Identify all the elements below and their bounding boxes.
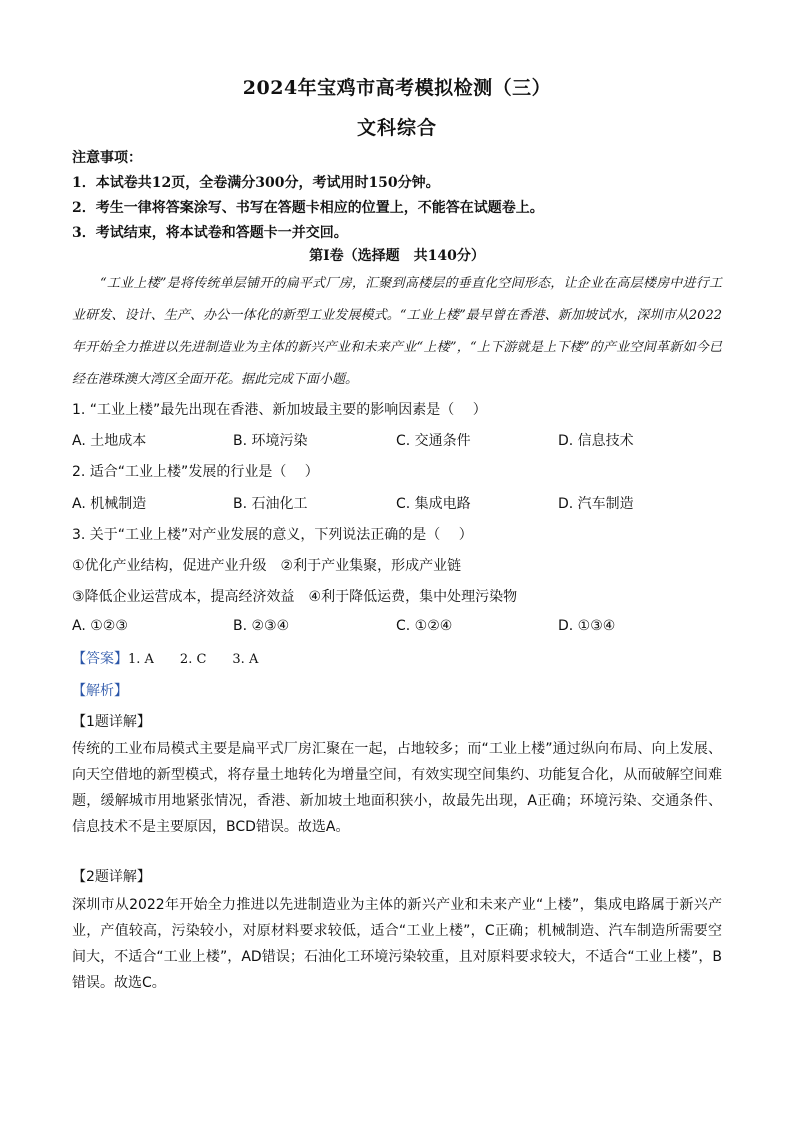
section-title: 第Ⅰ卷（选择题 共140分） (309, 248, 485, 264)
notice-heading: 注意事项： (72, 150, 142, 166)
statement-line: ③降低企业运营成本，提高经济效益 ④利于降低运费，集中处理污染物 (72, 589, 518, 605)
question-stem: 1. “工业上楼”最先出现在香港、新加坡最主要的影响因素是（ ） (72, 402, 487, 418)
answer-line (72, 648, 258, 668)
analysis-label: 【解析】 (72, 683, 128, 699)
statement-line: ①优化产业结构，促进产业升级 ②利于产业集聚，形成产业链 (72, 558, 462, 574)
page-title: 2024年宝鸡市高考模拟检测（三） (242, 77, 552, 99)
notice-item: 2．考生一律将答案涂写、书写在答题卡相应的位置上，不能答在试题卷上。 (72, 200, 544, 216)
option-a: A. ①②③ (72, 618, 128, 634)
option-d: D. 汽车制造 (558, 496, 634, 512)
option-a: A. 机械制造 (72, 496, 147, 512)
q2-analysis-text: 深圳市从2022年开始全力推进以先进制造业为主体的新兴产业和未来产业“上楼”，集成电路属于新兴产业，产值较高，污染较小，对原材料要求较低，适合“工业上楼”，C正确；机械制造、汽车制造所需要空间大，不适合“工业上楼”，AD错误；石油化工环境污染较重，且对原料要求较大，不适合“工业上楼”，B错误。故选C。 (72, 897, 722, 991)
answer-label: 【答案】 (72, 651, 128, 667)
q1-analysis-text: 传统的工业布局模式主要是扁平式厂房汇聚在一起，占地较多；而“工业上楼”通过纵向布局、向上发展、向天空借地的新型模式，将存量土地转化为增量空间，有效实现空间集约、功能复合化，从而破解空间难题，缓解城市用地紧张情况，香港、新加坡土地面积狭小，故最先出现，A正确；环境污染、交通条件、信息技术不是主要原因，BCD错误。故选A。 (72, 741, 722, 835)
q1-analysis-heading: 【1题详解】 (72, 714, 151, 730)
option-b: B. 石油化工 (233, 496, 308, 512)
answer-text: 1. A 2. C 3. A (128, 652, 259, 667)
question-stem: 2. 适合“工业上楼”发展的行业是（ ） (72, 464, 319, 480)
option-c: C. 交通条件 (396, 433, 471, 449)
reading-passage (72, 268, 722, 396)
notice-item: 1．本试卷共12页，全卷满分300分，考试用时150分钟。 (72, 175, 440, 191)
option-d: D. ①③④ (558, 618, 616, 634)
question-stem: 3. 关于“工业上楼”对产业发展的意义，下列说法正确的是（ ） (72, 527, 473, 543)
option-c: C. 集成电路 (396, 496, 471, 512)
page-subtitle: 文科综合 (356, 117, 437, 139)
option-d: D. 信息技术 (558, 433, 634, 449)
option-a: A. 土地成本 (72, 433, 147, 449)
option-c: C. ①②④ (396, 618, 453, 634)
q2-analysis-heading: 【2题详解】 (72, 869, 151, 885)
passage-text: “工业上楼”是将传统单层铺开的扁平式厂房，汇聚到高楼层的垂直化空间形态，让企业在高层楼房中进行工业研发、设计、生产、办公一体化的新型工业发展模式。“工业上楼”最早曾在香港、新加坡试水，深圳市从2022年开始全力推进以先进制造业为主体的新兴产业和未来产业“上楼”，“上下游就是上下楼”的产业空间革新如今已经在港珠澳大湾区全面开花。据此完成下面小题。 (72, 276, 722, 387)
option-b: B. 环境污染 (233, 433, 308, 449)
option-b: B. ②③④ (233, 618, 290, 634)
notice-item: 3．考试结束，将本试卷和答题卡一并交回。 (72, 225, 348, 241)
